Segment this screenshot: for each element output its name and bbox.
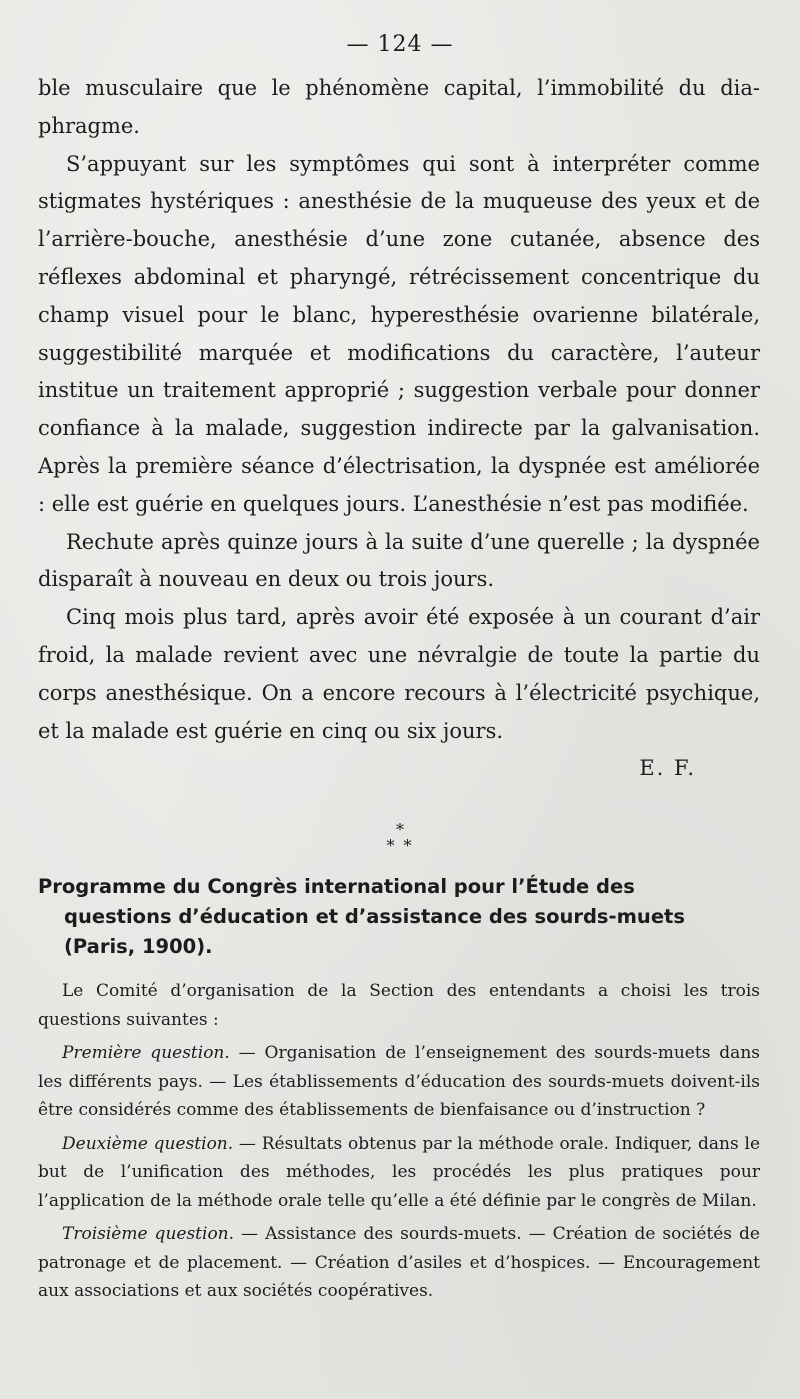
question-item <box>38 1130 760 1216</box>
paragraph: ble musculaire que le phénomène capital, l’immobilité du diaphragme. <box>38 76 760 138</box>
author-signature: E. F. <box>639 756 696 781</box>
question-text: — Assistance des sourds-muets. — Création de sociétés de patronage et de placement. — Création d’asiles et d’hospices. — Encouragement aux associations et aux sociétés coopératives. <box>38 1224 760 1301</box>
page-number: — 124 — <box>346 32 454 57</box>
heading-line: Programme du Congrès international pour l’Étude des <box>38 875 635 898</box>
heading-line: (Paris, 1900). <box>64 935 213 958</box>
question-item <box>38 1220 760 1306</box>
asterism-top: * <box>396 820 404 839</box>
paragraph: S’appuyant sur les symptômes qui sont à interpréter comme stigmates hystériques : anesthésie de la muqueuse des yeux et de l’arrière-bouche, anesthésie d’une zone cutanée, absence des réflexes abdominal et pharyngé, rétrécissement concentrique du champ visuel pour le blanc, hyperesthésie ovarienne bilatérale, suggestibilité marquée et modifications du caractère, l’auteur institue un traitement approprié ; suggestion verbale pour donner confiance à la malade, suggestion indirecte par la galvanisation. Après la première séance d’électrisation, la dyspnée est améliorée : elle est guérie en quelques jours. L’anesthésie n’est pas modifiée. <box>38 151 760 516</box>
paragraph: Rechute après quinze jours à la suite d’une querelle ; la dyspnée disparaît à nouveau en deux ou trois jours. <box>38 529 760 592</box>
question-label: Première question. <box>62 1043 230 1063</box>
programme-intro: Le Comité d’organisation de la Section des entendants a choisi les trois questions suivantes : <box>38 981 760 1030</box>
section-heading <box>38 872 760 962</box>
paragraph: Cinq mois plus tard, après avoir été exposée à un courant d’air froid, la malade revient avec une névralgie de toute la partie du corps anesthésique. On a encore recours à l’électricité psychique, et la malade est guérie en cinq ou six jours. <box>38 605 760 743</box>
question-label: Deuxième question. <box>62 1133 234 1154</box>
article-body <box>38 70 760 788</box>
asterism-bottom: * * <box>386 836 414 855</box>
question-text: — Organisation de l’enseignement des sourds-muets dans les différents pays. — Les établissements d’éducation des sourds-muets doivent-ils être considérés comme des établissements de bienfaisance ou d’instruction ? <box>38 1043 760 1120</box>
heading-line: questions d’éducation et d’assistance des sourds-muets <box>64 905 685 928</box>
question-item <box>38 1039 760 1125</box>
section-separator <box>0 822 800 854</box>
question-label: Troisième question. <box>62 1224 235 1244</box>
question-text: — Résultats obtenus par la méthode orale. Indiquer, dans le but de l’unification des méthodes, les procédés les plus pratiques pour l’application de la méthode orale telle qu’elle a été définie par le congrès de Milan. <box>38 1133 761 1211</box>
programme-body <box>38 977 760 1311</box>
